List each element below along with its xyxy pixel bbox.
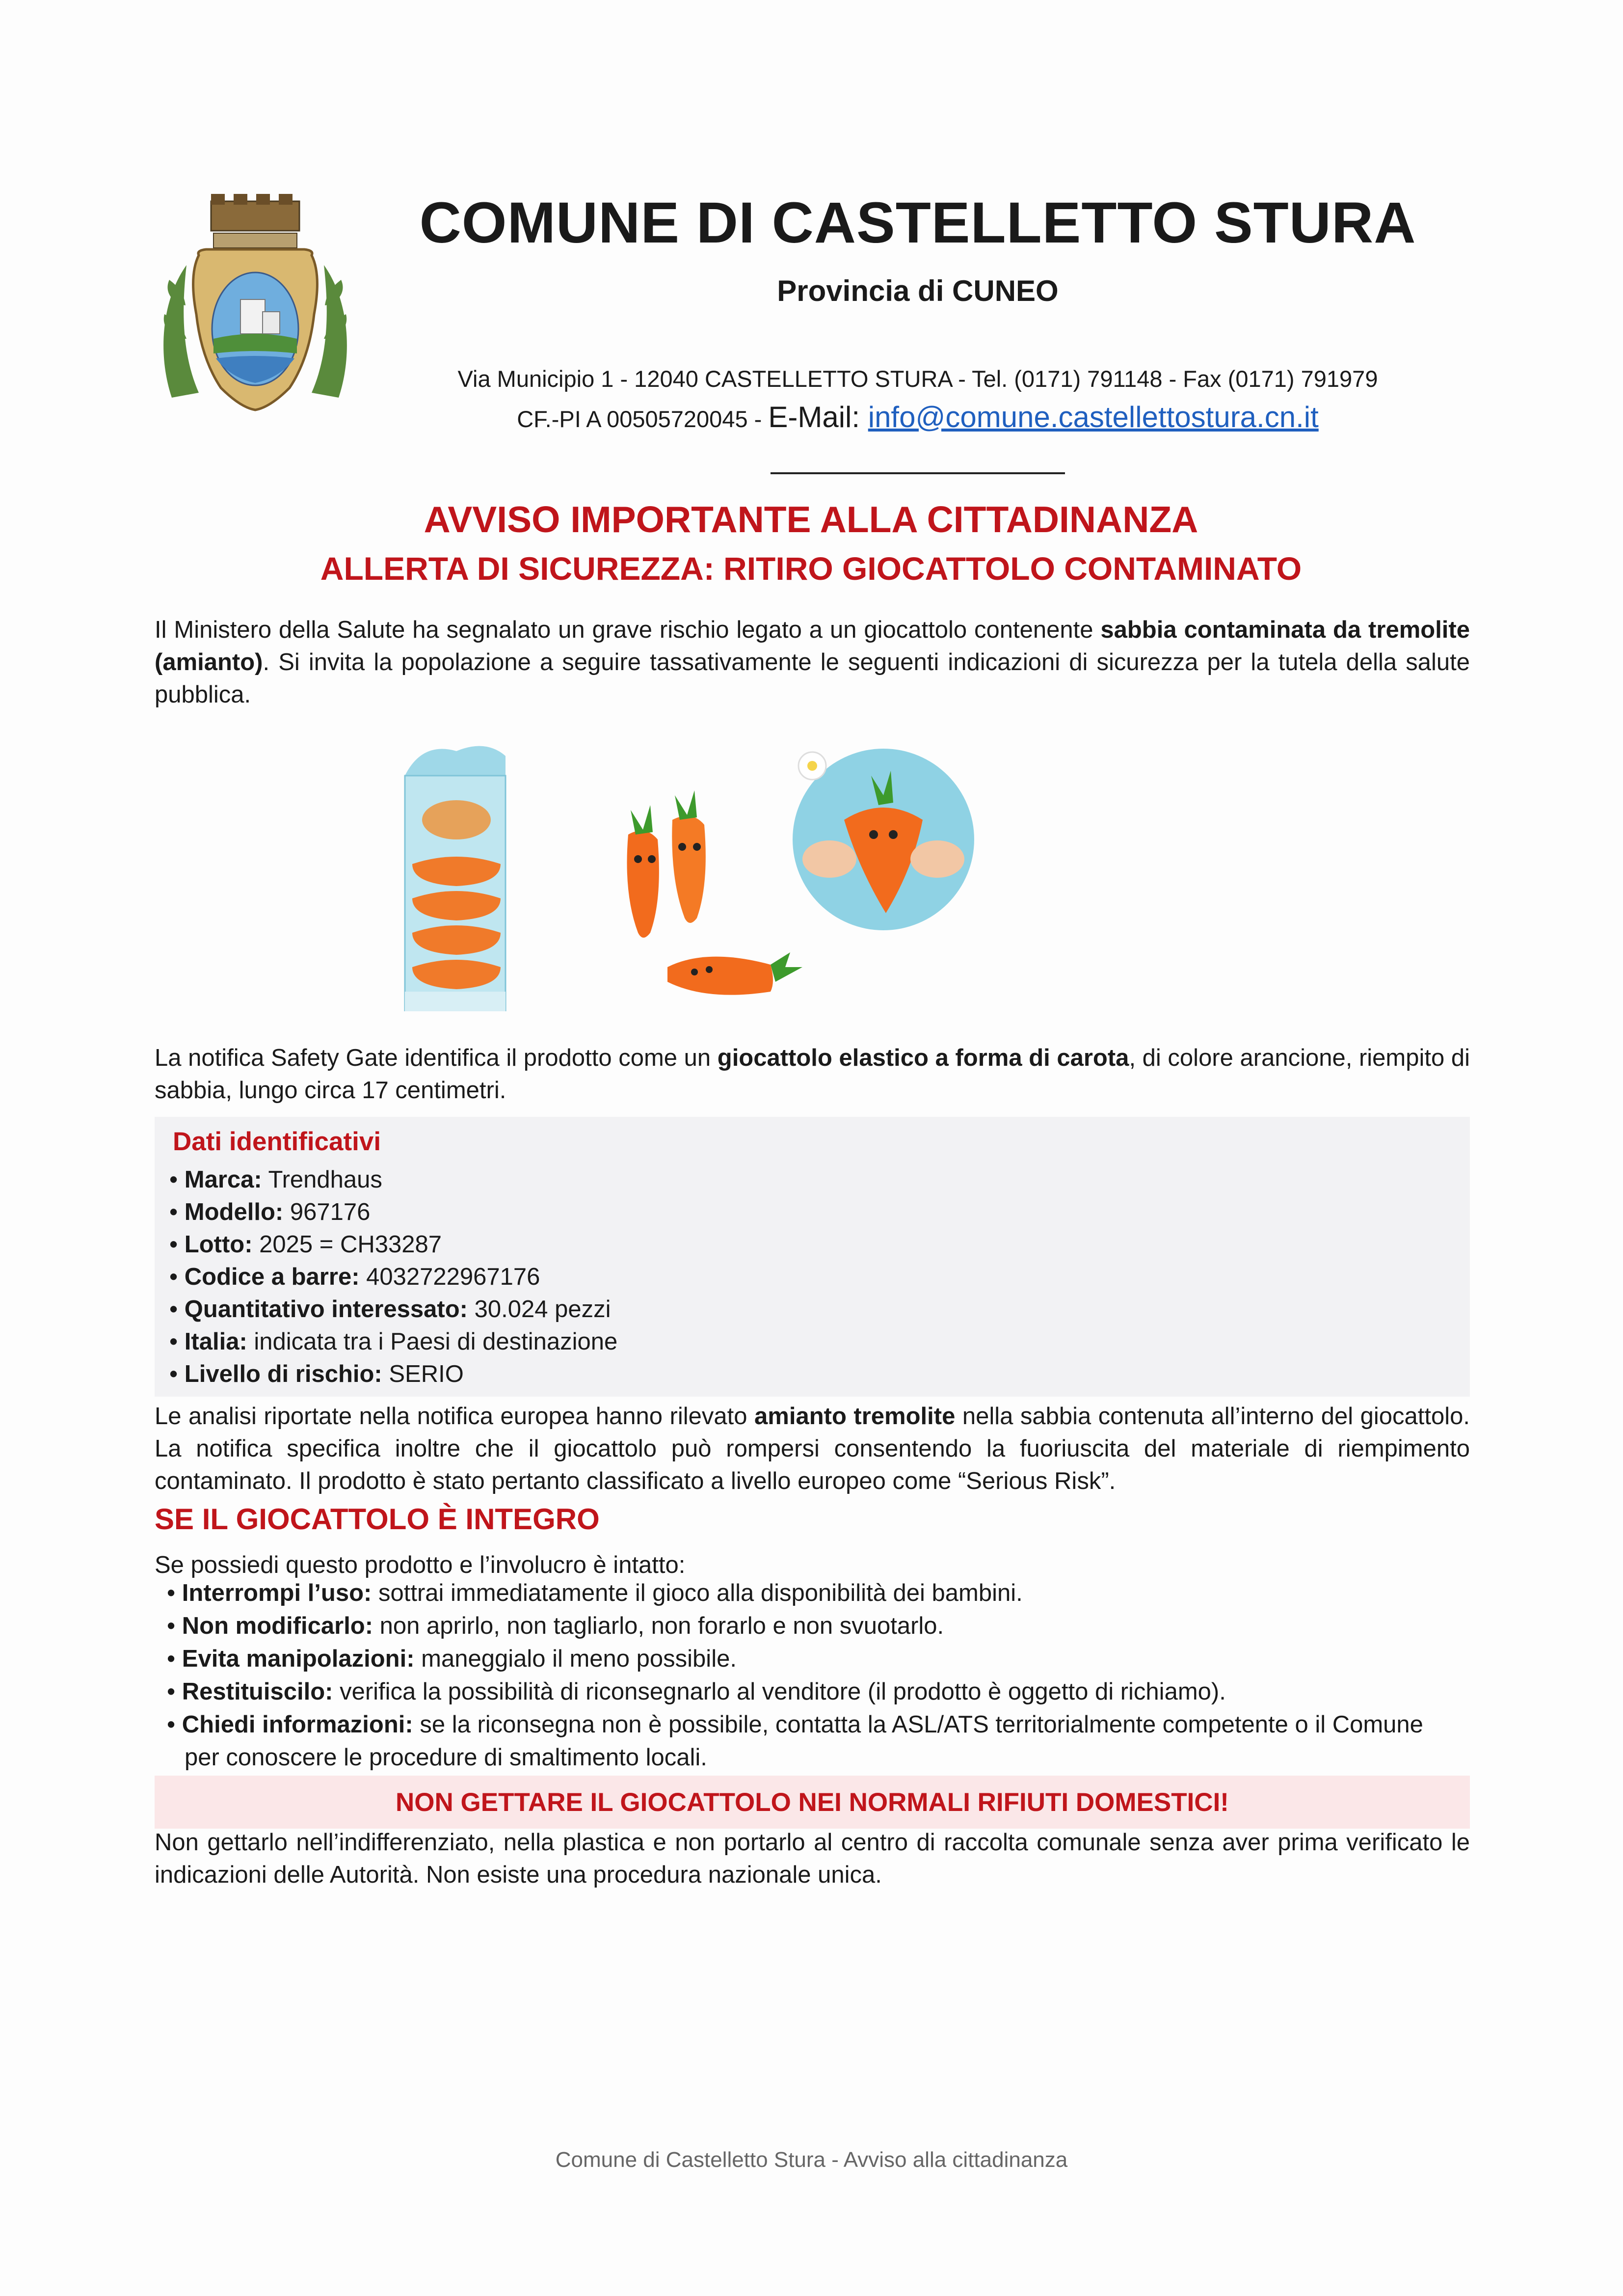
action-text: maneggialo il meno possibile. [414, 1646, 737, 1672]
item-label: Quantitativo interessato: [184, 1296, 468, 1323]
list-item: • Italia: indicata tra i Paesi di destinazione [169, 1328, 618, 1355]
municipal-crest-icon [152, 191, 358, 422]
item-value: SERIO [382, 1361, 464, 1387]
action-label: Evita manipolazioni: [182, 1646, 415, 1672]
municipality-title: COMUNE DI CASTELLETTO STURA [419, 190, 1416, 255]
list-item: • Codice a barre: 4032722967176 [169, 1264, 540, 1290]
action-label: Non modificarlo: [182, 1613, 373, 1639]
analysis-text: Le analisi riportate nella notifica europea hanno rilevato [155, 1403, 755, 1430]
item-value: indicata tra i Paesi di destinazione [247, 1328, 618, 1355]
disposal-paragraph: Non gettarlo nell’indifferenziato, nella plastica e non portarlo al centro di raccolta comunale senza aver prima verificato le indicazioni delle Autorità. Non esiste una procedura nazionale unica. [155, 1829, 1470, 1888]
action-label: Interrompi l’uso: [182, 1580, 372, 1606]
data-box-title: Dati identificativi [173, 1127, 381, 1156]
description-text: La notifica Safety Gate identifica il prodotto come un [155, 1045, 718, 1071]
carrot-in-hand-image [785, 736, 982, 943]
item-label: Italia: [184, 1328, 247, 1355]
province-subtitle: Provincia di CUNEO [777, 274, 1059, 307]
list-item: • Lotto: 2025 = CH33287 [169, 1231, 442, 1258]
description-paragraph [155, 1042, 1470, 1107]
description-text-end: , di colore arancione, riempito di sabbia, lungo circa 17 centimetri. [155, 1045, 1470, 1104]
list-item: • Evita manipolazioni: maneggialo il meno possibile. [167, 1646, 737, 1672]
header-divider [771, 472, 1065, 474]
list-item: • Restituiscilo: verifica la possibilità di riconsegnarlo al venditore (il prodotto è oggetto di richiamo). [167, 1678, 1226, 1705]
notice-heading: AVVISO IMPORTANTE ALLA CITTADINANZA [424, 499, 1198, 540]
list-item: • Non modificarlo: non aprirlo, non tagliarlo, non forarlo e non svuotarlo. [167, 1613, 944, 1639]
list-item: • Marca: Trendhaus [169, 1166, 382, 1193]
list-item: • Interrompi l’uso: sottrai immediatamente il gioco alla disponibilità dei bambini. [167, 1580, 1023, 1606]
identification-data-box [155, 1117, 1470, 1397]
page-footer: Comune di Castelletto Stura - Avviso alla cittadinanza [555, 2148, 1068, 2172]
item-value: 967176 [283, 1199, 371, 1225]
item-value: 30.024 pezzi [468, 1296, 611, 1323]
email-link[interactable]: info@comune.castellettostura.cn.it [868, 401, 1319, 433]
action-text: verifica la possibilità di riconsegnarlo al venditore (il prodotto è oggetto di richiamo). [333, 1678, 1226, 1705]
action-text: se la riconsegna non è possibile, contatta la ASL/ATS territorialmente competente o il Comune per conoscere le procedure di smaltimento locali. [185, 1711, 1423, 1771]
tax-email-line [383, 400, 1453, 434]
intro-text-end: . Si invita la popolazione a seguire tassativamente le seguenti indicazioni di sicurezza per la tutela della salute pubblica. [155, 649, 1470, 708]
analysis-emphasis: amianto tremolite [754, 1403, 956, 1430]
intro-emphasis: sabbia contaminata da tremolite (amianto) [155, 617, 1470, 675]
action-label: Restituiscilo: [182, 1678, 333, 1705]
intact-heading: SE IL GIOCATTOLO È INTEGRO [155, 1503, 600, 1536]
intact-lead: Se possiedi questo prodotto e l’involucro è intatto: [155, 1552, 686, 1578]
email-label: E-Mail: [768, 401, 868, 433]
address-line: Via Municipio 1 - 12040 CASTELLETTO STURA - Tel. (0171) 791148 - Fax (0171) 791979 [457, 366, 1378, 392]
action-label: Chiedi informazioni: [182, 1711, 413, 1738]
analysis-paragraph [155, 1400, 1470, 1497]
notice-subheading: ALLERTA DI SICUREZZA: RITIRO GIOCATTOLO CONTAMINATO [320, 550, 1302, 587]
safety-actions-list [167, 1577, 1463, 1774]
list-item: • Modello: 967176 [169, 1199, 371, 1225]
action-text: non aprirlo, non tagliarlo, non forarlo e non svuotarlo. [373, 1613, 944, 1639]
description-emphasis: giocattolo elastico a forma di carota [717, 1045, 1129, 1071]
item-label: Livello di rischio: [184, 1361, 382, 1387]
item-label: Marca: [184, 1166, 262, 1193]
action-text: sottrai immediatamente il gioco alla disponibilità dei bambini. [372, 1580, 1023, 1606]
list-item: • Livello di rischio: SERIO [169, 1361, 464, 1387]
list-item: • Quantitativo interessato: 30.024 pezzi [169, 1296, 611, 1323]
identification-list [169, 1163, 617, 1390]
intro-text: Il Ministero della Salute ha segnalato un grave rischio legato a un giocattolo contenente [155, 617, 1101, 643]
tax-code: CF.-PI A 00505720045 - [517, 406, 769, 432]
intro-paragraph [155, 614, 1470, 711]
disposal-warning-banner [155, 1776, 1470, 1829]
item-label: Codice a barre: [184, 1264, 360, 1290]
list-item: • Chiedi informazioni: se la riconsegna non è possibile, contatta la ASL/ATS territorialmente competente o il Comune per conoscere le procedure di smaltimento locali. [167, 1711, 1423, 1771]
warning-text: NON GETTARE IL GIOCATTOLO NEI NORMALI RIFIUTI DOMESTICI! [396, 1787, 1229, 1817]
item-value: 4032722967176 [359, 1264, 540, 1290]
carrot-toys-image [609, 771, 815, 1016]
item-label: Lotto: [184, 1231, 253, 1258]
item-value: 2025 = CH33287 [252, 1231, 442, 1258]
item-label: Modello: [184, 1199, 284, 1225]
item-value: Trendhaus [262, 1166, 382, 1193]
analysis-text-end: nella sabbia contenuta all’interno del giocattolo. La notifica specifica inoltre che il giocattolo può rompersi consentendo la fuoriuscita del materiale di riempimento contaminato. Il prodotto è stato pertanto classificato a livello europeo come “Serious Risk”. [155, 1403, 1470, 1494]
